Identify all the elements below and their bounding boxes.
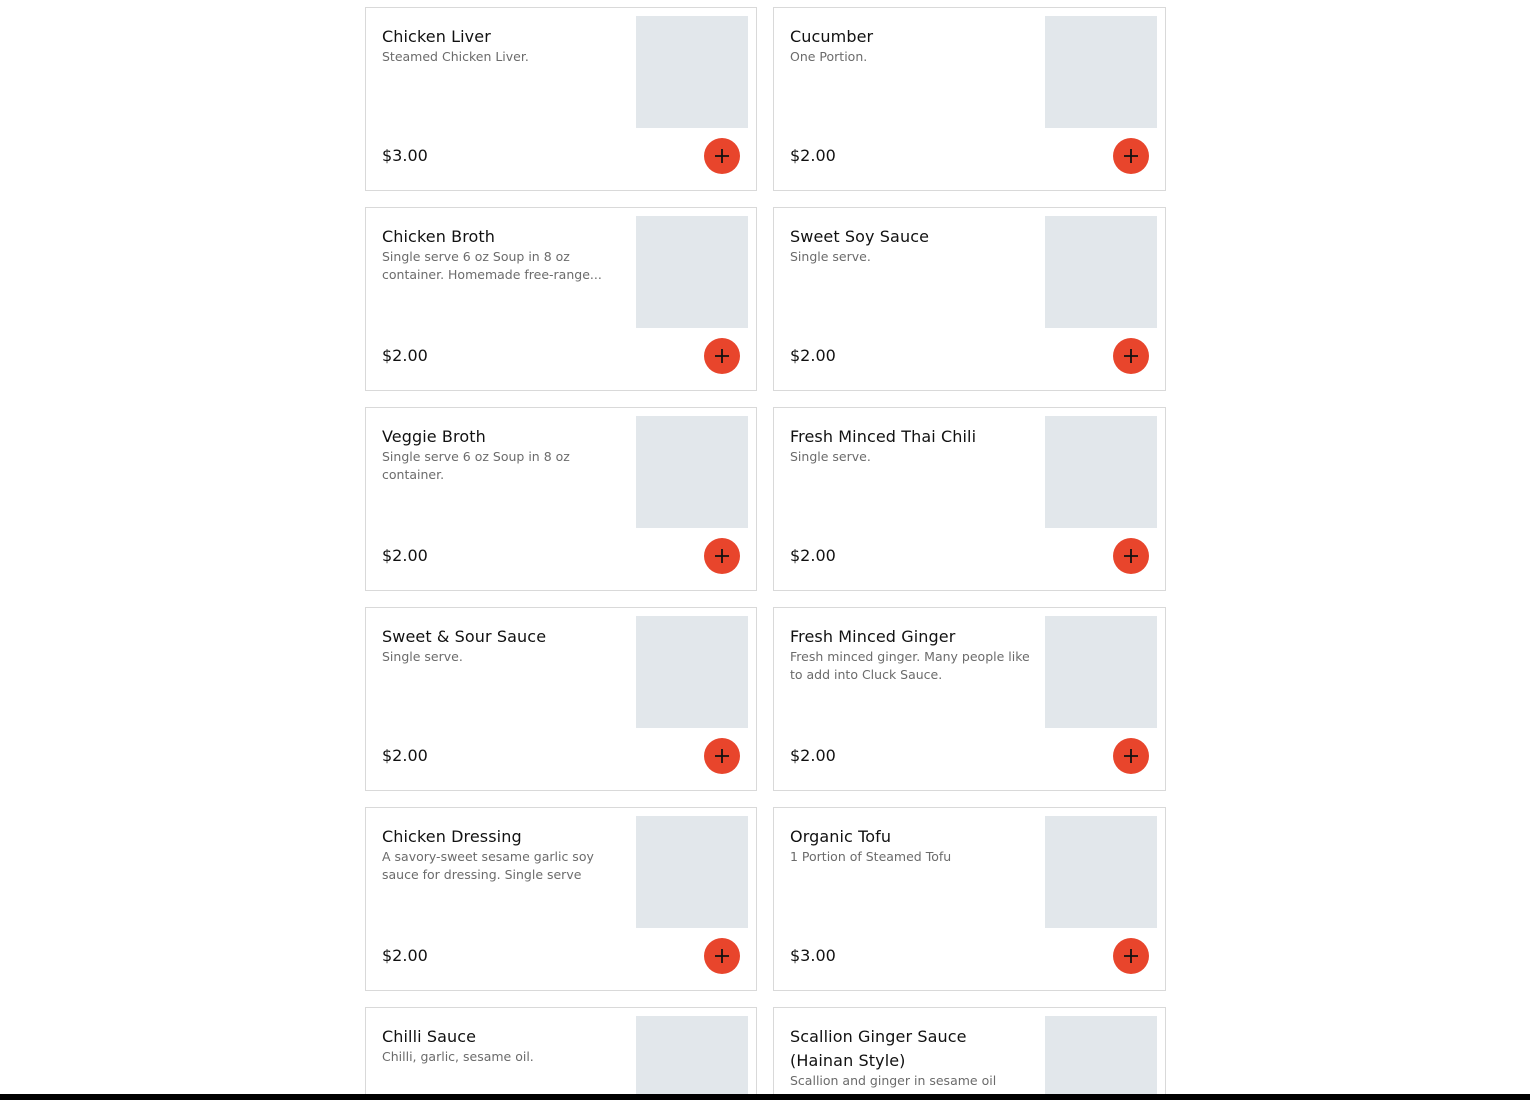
item-description: Single serve. [382,649,463,664]
item-description: Single serve 6 oz Soup in 8 oz container. [382,449,570,482]
item-price: $2.00 [790,546,836,565]
item-name: Chicken Liver [382,27,491,46]
item-name: Scallion Ginger Sauce (Hainan Style) [790,1027,967,1070]
item-image-placeholder [636,16,748,128]
item-name: Cucumber [790,27,874,46]
item-name: Sweet Soy Sauce [790,227,930,246]
item-price: $2.00 [382,346,428,365]
plus-icon [714,348,730,364]
item-description: Single serve 6 oz Soup in 8 oz container. Homemade free-range... [382,249,602,282]
item-image-placeholder [636,216,748,328]
item-name: Chicken Broth [382,227,496,246]
menu-item-card[interactable] [773,607,1166,791]
add-to-cart-button[interactable] [704,338,740,374]
plus-icon [1123,748,1139,764]
plus-icon [1123,148,1139,164]
plus-icon [714,148,730,164]
menu-item-card[interactable] [773,407,1166,591]
item-description: One Portion. [790,49,868,64]
viewport-bottom-bar [0,1094,1530,1100]
item-image-placeholder [1045,816,1157,928]
item-price: $2.00 [790,146,836,165]
item-name: Veggie Broth [382,427,486,446]
item-image-placeholder [1045,216,1157,328]
menu-item-card[interactable] [365,407,757,591]
menu-grid [365,7,1166,1100]
menu-item-card[interactable] [365,7,757,191]
add-to-cart-button[interactable] [1113,738,1149,774]
add-to-cart-button[interactable] [1113,938,1149,974]
plus-icon [714,748,730,764]
item-name: Sweet & Sour Sauce [382,627,547,646]
item-image-placeholder [636,416,748,528]
item-description: 1 Portion of Steamed Tofu [790,849,952,864]
item-image-placeholder [636,1016,748,1100]
item-price: $2.00 [382,546,428,565]
menu-item-card[interactable] [365,607,757,791]
menu-item-card[interactable] [365,807,757,991]
item-image-placeholder [636,816,748,928]
menu-item-card[interactable] [773,7,1166,191]
menu-item-card[interactable] [773,1007,1166,1100]
menu-item-card[interactable] [365,207,757,391]
item-price: $2.00 [790,346,836,365]
item-name: Fresh Minced Thai Chili [790,427,977,446]
item-name: Chicken Dressing [382,827,522,846]
item-image-placeholder [1045,1016,1157,1100]
item-image-placeholder [1045,616,1157,728]
item-image-placeholder [636,616,748,728]
add-to-cart-button[interactable] [704,538,740,574]
menu-item-card[interactable] [365,1007,757,1100]
plus-icon [714,948,730,964]
add-to-cart-button[interactable] [1113,538,1149,574]
plus-icon [1123,948,1139,964]
item-description: Fresh minced ginger. Many people like to add into Cluck Sauce. [790,649,1030,682]
item-price: $3.00 [382,146,428,165]
item-description: A savory-sweet sesame garlic soy sauce for dressing. Single serve [382,849,594,882]
menu-item-card[interactable] [773,807,1166,991]
add-to-cart-button[interactable] [1113,338,1149,374]
add-to-cart-button[interactable] [1113,138,1149,174]
item-name: Organic Tofu [790,827,892,846]
item-price: $3.00 [790,946,836,965]
item-price: $2.00 [790,746,836,765]
add-to-cart-button[interactable] [704,738,740,774]
plus-icon [1123,548,1139,564]
item-image-placeholder [1045,16,1157,128]
plus-icon [714,548,730,564]
item-description: Chilli, garlic, sesame oil. [382,1049,534,1064]
item-description: Scallion and ginger in sesame oil [790,1073,997,1088]
menu-item-card[interactable] [773,207,1166,391]
item-description: Steamed Chicken Liver. [382,49,529,64]
item-description: Single serve. [790,249,871,264]
add-to-cart-button[interactable] [704,138,740,174]
item-price: $2.00 [382,946,428,965]
plus-icon [1123,348,1139,364]
item-name: Fresh Minced Ginger [790,627,956,646]
item-price: $2.00 [382,746,428,765]
item-name: Chilli Sauce [382,1027,477,1046]
item-description: Single serve. [790,449,871,464]
item-image-placeholder [1045,416,1157,528]
add-to-cart-button[interactable] [704,938,740,974]
